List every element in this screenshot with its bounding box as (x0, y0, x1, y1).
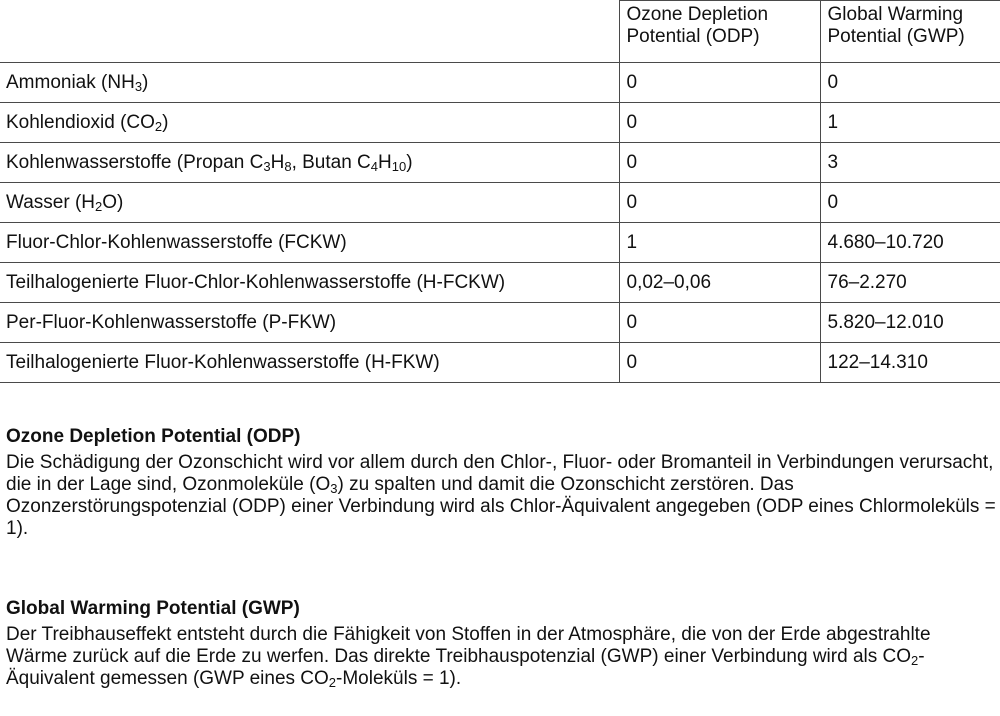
gwp-cell: 0 (820, 63, 1000, 103)
substance-cell: Wasser $(H_2O)$ (0, 183, 619, 223)
odp-cell: 0 (619, 143, 820, 183)
odp-cell: 0 (619, 63, 820, 103)
header-gwp: Global Warming Potential (GWP) (820, 1, 1000, 63)
odp-paragraph: Die Schädigung der Ozonschicht wird vor allem durch den Chlor-, Fluor- oder Bromanteil in Verbindungen verursacht, die in der Lage sind, Ozonmoleküle $(O_3)$ zu spalten und damit die Ozonschicht zerstören. Das Ozonzerstörungspotenzial (ODP) einer Verbindung wird als Chlor-Äquivalent angegeben (ODP eines Chlormoleküls = 1). (6, 452, 996, 539)
table-header-row (0, 1, 1000, 63)
gwp-paragraph: Der Treibhauseffekt entsteht durch die Fähigkeit von Stoffen in der Atmosphäre, die von der Erde abgestrahlte Wärme zurück auf die Erde zu werfen. Das direkte Treibhauspotenzial (GWP) einer Verbindung wird als $CO_2$-Äquivalent gemessen (GWP eines $CO_2$-Moleküls = 1). (6, 624, 931, 690)
gwp-cell: 4.680–10.720 (820, 223, 1000, 263)
header-odp: Ozone Depletion Potential (ODP) (619, 1, 820, 63)
table-row (0, 183, 1000, 223)
gwp-cell: 0 (820, 183, 1000, 223)
table-row (0, 143, 1000, 183)
gwp-section (6, 598, 996, 690)
table-row (0, 63, 1000, 103)
substance-cell: Kohlendioxid $(CO_2)$ (0, 103, 619, 143)
gwp-heading: Global Warming Potential (GWP) (6, 598, 300, 619)
table-row (0, 223, 1000, 263)
header-substance (0, 1, 619, 63)
substance-cell: Teilhalogenierte Fluor-Chlor-Kohlenwasserstoffe (H-FCKW) (0, 263, 619, 303)
odp-cell: 0 (619, 343, 820, 383)
substance-cell: Ammoniak $(NH_3)$ (0, 63, 619, 103)
odp-cell: 0 (619, 183, 820, 223)
substance-cell: Per-Fluor-Kohlenwasserstoffe (P-FKW) (0, 303, 619, 343)
gwp-cell: 122–14.310 (820, 343, 1000, 383)
odp-cell: 0 (619, 303, 820, 343)
table-row (0, 303, 1000, 343)
table-row (0, 263, 1000, 303)
gwp-cell: 76–2.270 (820, 263, 1000, 303)
odp-cell: 1 (619, 223, 820, 263)
odp-heading: Ozone Depletion Potential (ODP) (6, 426, 301, 447)
gwp-cell: 1 (820, 103, 1000, 143)
gwp-cell: 3 (820, 143, 1000, 183)
odp-cell: 0,02–0,06 (619, 263, 820, 303)
odp-cell: 0 (619, 103, 820, 143)
substance-cell: Kohlenwasserstoffe (Propan $C_3H_8$, Butan $C_4H_{10}$) (0, 143, 619, 183)
odp-section (6, 426, 996, 540)
table-row (0, 103, 1000, 143)
substance-cell: Teilhalogenierte Fluor-Kohlenwasserstoffe (H-FKW) (0, 343, 619, 383)
gwp-cell: 5.820–12.010 (820, 303, 1000, 343)
table-row (0, 343, 1000, 383)
substance-cell: Fluor-Chlor-Kohlenwasserstoffe (FCKW) (0, 223, 619, 263)
